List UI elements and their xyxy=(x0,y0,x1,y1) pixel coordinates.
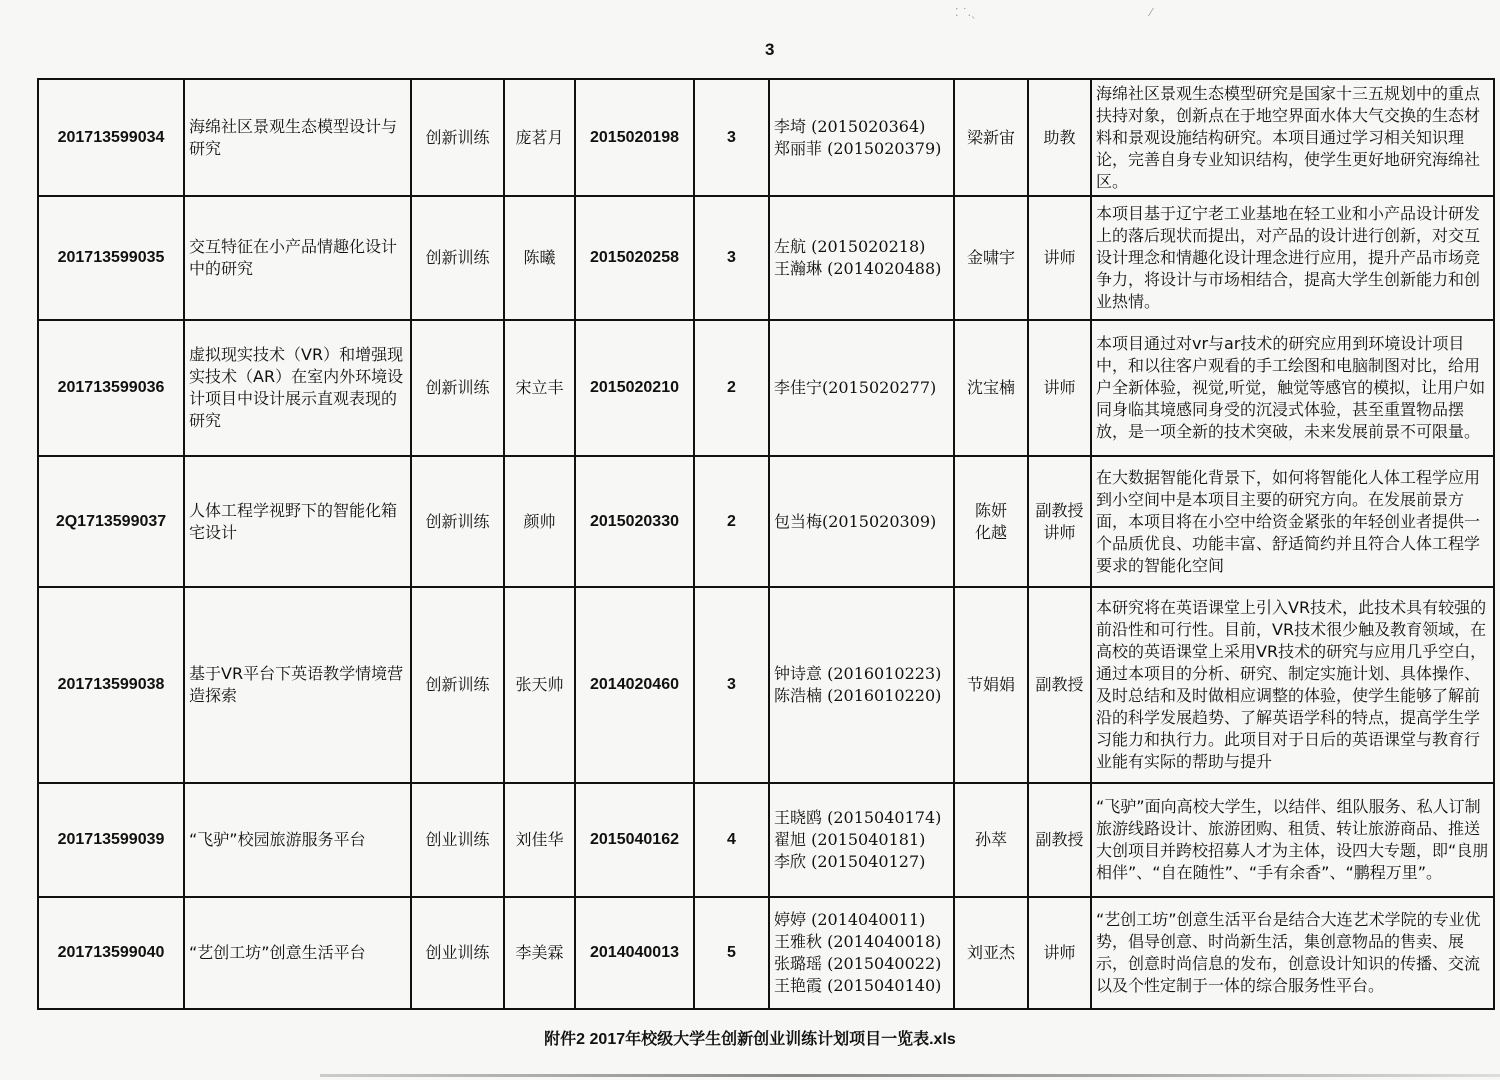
advisor-name xyxy=(954,587,1028,783)
table-row xyxy=(38,79,1494,196)
advisor-entry: 陈妍 xyxy=(974,500,1007,520)
advisor-name xyxy=(954,783,1028,897)
advisor-title-entry: 副教授 xyxy=(1035,500,1084,520)
project-description: “艺创工坊”创意生活平台是结合大连艺术学院的专业优势，倡导创意、时尚新生活，集创意物品的售卖、展示，创意时尚信息的发布，创意设计知识的传播、交流以及个性定制于一体的综合服务性平台。 xyxy=(1091,897,1494,1009)
project-name: 海绵社区景观生态模型设计与研究 xyxy=(184,79,411,196)
leader-student-id: 2015020198 xyxy=(575,79,694,196)
leader-name: 李美霖 xyxy=(504,897,575,1009)
members-list xyxy=(769,587,954,783)
scan-artifact: ⁚ ˙.ˎ xyxy=(955,6,977,19)
table-row xyxy=(38,320,1494,456)
advisor-title-entry: 副教授 xyxy=(1035,830,1084,849)
member-count: 2 xyxy=(694,456,769,587)
project-type: 创新训练 xyxy=(411,320,504,456)
leader-student-id: 2015020330 xyxy=(575,456,694,587)
project-description: 在大数据智能化背景下，如何将智能化人体工程学应用到小空间中是本项目主要的研究方向。在发展前景方面，本项目将在小空中给资金紧张的年轻创业者提供一个品质优良、功能丰富、舒适简约并且符合人体工程学要求的智能化空间 xyxy=(1091,456,1494,587)
member-entry: 王晓鸥 (2015040174) xyxy=(774,808,942,827)
advisor-name xyxy=(954,897,1028,1009)
advisor-title xyxy=(1028,783,1091,897)
member-entry: 李佳宁(2015020277) xyxy=(774,378,937,397)
advisor-entry: 梁新宙 xyxy=(966,127,1015,147)
advisor-title xyxy=(1028,456,1091,587)
leader-student-id: 2015040162 xyxy=(575,783,694,897)
member-count: 4 xyxy=(694,783,769,897)
scan-edge-line xyxy=(320,1074,1500,1077)
member-entry: 陈浩楠 (2016010220) xyxy=(774,686,942,705)
project-name: 虚拟现实技术（VR）和增强现实技术（AR）在室内外环境设计项目中设计展示直观表现的研究 xyxy=(184,320,411,456)
project-description: 本项目通过对vr与ar技术的研究应用到环境设计项目中，和以往客户观看的手工绘图和电脑制图对比，给用户全新体验，视觉,听觉，触觉等感官的模拟，让用户如同身临其境感同身受的沉浸式体验，甚至重置物品摆放，是一项全新的技术突破，未来发展前景不可限量。 xyxy=(1091,320,1494,456)
member-entry: 包当梅(2015020309) xyxy=(774,511,937,531)
advisor-entry: 孙萃 xyxy=(974,830,1007,849)
project-name: 基于VR平台下英语教学情境营造探索 xyxy=(184,587,411,783)
leader-name: 庞茗月 xyxy=(504,79,575,196)
leader-student-id: 2015020258 xyxy=(575,196,694,320)
project-type: 创业训练 xyxy=(411,783,504,897)
advisor-title xyxy=(1028,79,1091,196)
advisor-entry: 化越 xyxy=(974,522,1007,542)
advisor-entry: 金啸宇 xyxy=(966,248,1015,267)
members-list xyxy=(769,456,954,587)
advisor-title-entry: 讲师 xyxy=(1043,378,1076,397)
advisor-entry: 刘亚杰 xyxy=(966,943,1015,962)
leader-name: 宋立丰 xyxy=(504,320,575,456)
leader-name: 颜帅 xyxy=(504,456,575,587)
project-id: 2Q1713599037 xyxy=(38,456,184,587)
member-entry: 张璐瑶 (2015040022) xyxy=(774,954,942,973)
member-entry: 王艳霞 (2015040140) xyxy=(774,976,942,995)
member-count: 3 xyxy=(694,79,769,196)
member-entry: 李埼 (2015020364) xyxy=(774,116,926,136)
member-entry: 婷婷 (2014040011) xyxy=(774,910,926,929)
page-number: 3 xyxy=(765,40,775,59)
project-description: 本项目基于辽宁老工业基地在轻工业和小产品设计研发上的落后现状而提出，对产品的设计进行创新，对交互设计理念和情趣化设计理念进行应用，提升产品市场竞争力，将设计与市场相结合，提高大学生创新能力和创业热情。 xyxy=(1091,196,1494,320)
members-list xyxy=(769,79,954,196)
project-description: 本研究将在英语课堂上引入VR技术，此技术具有较强的前沿性和可行性。目前，VR技术很少触及教育领域，在高校的英语课堂上采用VR技术的研究与应用几乎空白，通过本项目的分析、研究、制定实施计划、具体操作、及时总结和及时做相应调整的体验，使学生能够了解前沿的科学发展趋势、了解英语学科的特点，提高学生学习能力和执行力。此项目对于日后的英语课堂与教育行业能有实际的帮助与提升 xyxy=(1091,587,1494,783)
advisor-name xyxy=(954,196,1028,320)
project-type: 创业训练 xyxy=(411,897,504,1009)
member-count: 3 xyxy=(694,196,769,320)
table-row xyxy=(38,783,1494,897)
footer-title: 附件2 2017年校级大学生创新创业训练计划项目一览表.xls xyxy=(544,1031,956,1048)
members-list xyxy=(769,196,954,320)
project-type: 创新训练 xyxy=(411,79,504,196)
project-name: 交互特征在小产品情趣化设计中的研究 xyxy=(184,196,411,320)
advisor-title-entry: 副教授 xyxy=(1035,675,1084,694)
members-list xyxy=(769,320,954,456)
project-name: “艺创工坊”创意生活平台 xyxy=(184,897,411,1009)
leader-name: 陈曦 xyxy=(504,196,575,320)
leader-student-id: 2014040013 xyxy=(575,897,694,1009)
member-entry: 翟旭 (2015040181) xyxy=(774,830,926,849)
advisor-name xyxy=(954,456,1028,587)
project-name: 人体工程学视野下的智能化箱宅设计 xyxy=(184,456,411,587)
project-name: “飞驴”校园旅游服务平台 xyxy=(184,783,411,897)
member-entry: 李欣 (2015040127) xyxy=(774,852,926,871)
scan-artifact: ⁄ xyxy=(1150,6,1152,19)
project-id: 201713599034 xyxy=(38,79,184,196)
members-list xyxy=(769,897,954,1009)
advisor-title xyxy=(1028,196,1091,320)
advisor-title xyxy=(1028,897,1091,1009)
member-entry: 左航 (2015020218) xyxy=(774,237,926,256)
advisor-entry: 节娟娟 xyxy=(966,675,1015,694)
project-description: “飞驴”面向高校大学生，以结伴、组队服务、私人订制旅游线路设计、旅游团购、租赁、转让旅游商品、推送大创项目并跨校招募人才为主体，设四大专题，即“良朋相伴”、“自在随性”、“手有余香”、“鹏程万里”。 xyxy=(1091,783,1494,897)
advisor-title-entry: 讲师 xyxy=(1043,943,1076,962)
table-row xyxy=(38,196,1494,320)
members-list xyxy=(769,783,954,897)
table-row xyxy=(38,587,1494,783)
project-id: 201713599039 xyxy=(38,783,184,897)
member-entry: 王雅秋 (2014040018) xyxy=(774,932,942,951)
member-entry: 王瀚琳 (2014020488) xyxy=(774,259,942,278)
member-entry: 钟诗意 (2016010223) xyxy=(774,664,942,683)
advisor-title-entry: 助教 xyxy=(1043,127,1076,147)
project-id: 201713599036 xyxy=(38,320,184,456)
advisor-title xyxy=(1028,320,1091,456)
advisor-entry: 沈宝楠 xyxy=(966,378,1015,397)
member-count: 2 xyxy=(694,320,769,456)
project-id: 201713599035 xyxy=(38,196,184,320)
advisor-name xyxy=(954,320,1028,456)
project-type: 创新训练 xyxy=(411,196,504,320)
project-id: 201713599040 xyxy=(38,897,184,1009)
advisor-title-entry: 讲师 xyxy=(1043,522,1076,542)
leader-name: 刘佳华 xyxy=(504,783,575,897)
table-row xyxy=(38,456,1494,587)
leader-student-id: 2015020210 xyxy=(575,320,694,456)
table-row xyxy=(38,897,1494,1009)
leader-student-id: 2014020460 xyxy=(575,587,694,783)
member-count: 3 xyxy=(694,587,769,783)
project-id: 201713599038 xyxy=(38,587,184,783)
project-table xyxy=(37,78,1495,1010)
advisor-title xyxy=(1028,587,1091,783)
member-entry: 郑丽菲 (2015020379) xyxy=(774,138,942,158)
advisor-name xyxy=(954,79,1028,196)
member-count: 5 xyxy=(694,897,769,1009)
advisor-title-entry: 讲师 xyxy=(1043,248,1076,267)
project-type: 创新训练 xyxy=(411,587,504,783)
project-type: 创新训练 xyxy=(411,456,504,587)
project-description: 海绵社区景观生态模型研究是国家十三五规划中的重点扶持对象，创新点在于地空界面水体大气交换的生态材料和景观设施结构研究。本项目通过学习相关知识理论，完善自身专业知识结构，使学生更好地研究海绵社区。 xyxy=(1091,79,1494,196)
leader-name: 张天帅 xyxy=(504,587,575,783)
